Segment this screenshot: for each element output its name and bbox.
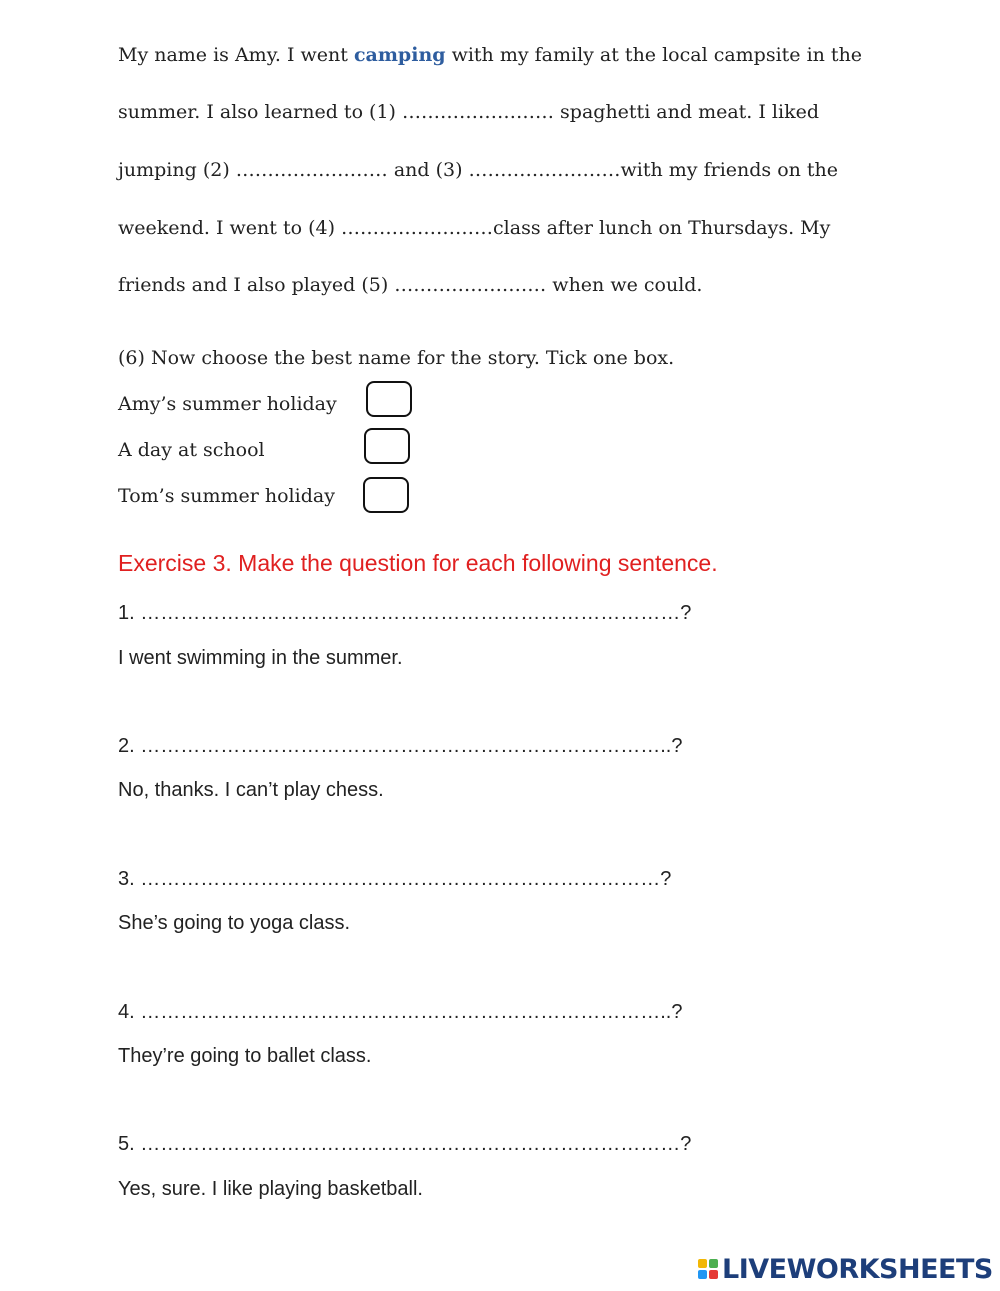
logo-squares-icon [698, 1259, 718, 1279]
question-4-blank[interactable]: 4. ……………………………………………………………………..? [118, 1001, 683, 1023]
story-highlight-word: camping [353, 44, 446, 66]
answer-4: They’re going to ballet class. [118, 1045, 372, 1067]
story-line-5: friends and I also played (5) …………………… when we could. [118, 274, 703, 296]
liveworksheets-logo [698, 1254, 993, 1284]
logo-text: LIVEWORKSHEETS [722, 1253, 993, 1285]
logo-square-3 [698, 1270, 707, 1279]
answer-2: No, thanks. I can’t play chess. [118, 779, 384, 801]
question-1-blank[interactable]: 1. ………………………………………………………………………? [118, 602, 692, 624]
tick-box-3[interactable] [363, 477, 409, 513]
answer-1: I went swimming in the summer. [118, 647, 403, 669]
story-line-3: jumping (2) …………………… and (3) ……………………with my friends on the [118, 159, 839, 181]
story-line-4: weekend. I went to (4) ……………………class after lunch on Thursdays. My [118, 217, 831, 239]
story-line-2: summer. I also learned to (1) …………………… spaghetti and meat. I liked [118, 101, 819, 123]
question-3-blank[interactable]: 3. ……………………………………………………………………? [118, 868, 672, 890]
choose-prompt: (6) Now choose the best name for the story. Tick one box. [118, 347, 675, 369]
option-label-3: Tom’s summer holiday [118, 485, 335, 507]
answer-3: She’s going to yoga class. [118, 912, 351, 934]
story-line-1-before: My name is Amy. I went [118, 44, 354, 66]
tick-box-1[interactable] [366, 381, 412, 417]
logo-square-1 [698, 1259, 707, 1268]
logo-square-2 [709, 1259, 718, 1268]
option-label-1: Amy’s summer holiday [118, 393, 337, 415]
question-2-blank[interactable]: 2. ……………………………………………………………………..? [118, 735, 683, 757]
option-label-2: A day at school [118, 439, 265, 461]
logo-square-4 [709, 1270, 718, 1279]
story-line-1 [118, 44, 862, 66]
exercise-3-heading: Exercise 3. Make the question for each following sentence. [118, 550, 718, 576]
tick-box-2[interactable] [364, 428, 410, 464]
story-line-1-after: with my family at the local campsite in the [445, 44, 863, 66]
question-5-blank[interactable]: 5. ………………………………………………………………………? [118, 1133, 692, 1155]
answer-5: Yes, sure. I like playing basketball. [118, 1178, 423, 1200]
